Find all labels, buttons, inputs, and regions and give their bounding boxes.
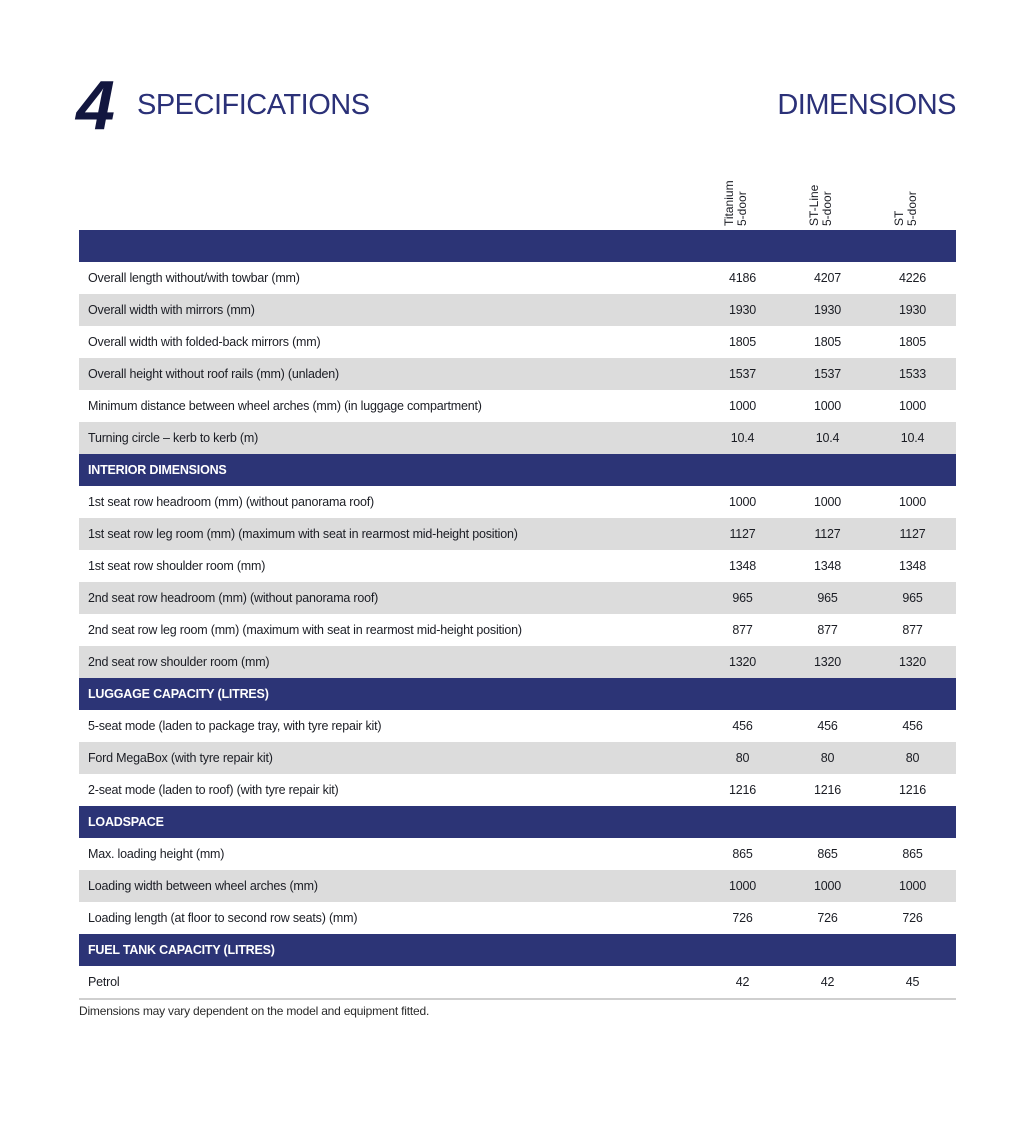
- row-label: Loading width between wheel arches (mm): [88, 879, 318, 893]
- row-values: [700, 975, 956, 989]
- row-values: [700, 399, 956, 413]
- row-values: [700, 911, 956, 925]
- table-row: [79, 390, 956, 422]
- cell-value: 965: [732, 591, 753, 605]
- cell-value: 4226: [898, 271, 926, 285]
- cell-value: 456: [902, 719, 923, 733]
- cell-value: 726: [732, 911, 753, 925]
- table-section-header: [79, 230, 956, 262]
- cell-value: 1930: [813, 303, 841, 317]
- table-section-header: [79, 934, 956, 966]
- row-label: Loading length (at floor to second row seats) (mm): [88, 911, 358, 925]
- dimensions-table: [79, 230, 956, 1000]
- cell-value: 10.4: [815, 431, 840, 445]
- row-label: Max. loading height (mm): [88, 847, 225, 861]
- table-row: [79, 262, 956, 294]
- table-row: [79, 870, 956, 902]
- cell-value: 42: [820, 975, 835, 989]
- row-label: Overall height without roof rails (mm) (unladen): [88, 367, 339, 381]
- cell-value: 1320: [898, 655, 926, 669]
- row-label: 5-seat mode (laden to package tray, with tyre repair kit): [88, 719, 382, 733]
- section-label: FUEL TANK CAPACITY (LITRES): [88, 943, 275, 957]
- cell-value: 1000: [728, 879, 756, 893]
- table-row: [79, 614, 956, 646]
- cell-value: 45: [905, 975, 920, 989]
- row-values: [700, 783, 956, 797]
- row-label: Turning circle – kerb to kerb (m): [88, 431, 259, 445]
- cell-value: 877: [902, 623, 923, 637]
- row-values: [700, 751, 956, 765]
- row-label: 2nd seat row headroom (mm) (without panorama roof): [88, 591, 379, 605]
- table-row: [79, 966, 956, 998]
- cell-value: 80: [905, 751, 920, 765]
- cell-value: 865: [902, 847, 923, 861]
- row-values: [700, 591, 956, 605]
- cell-value: 42: [735, 975, 750, 989]
- cell-value: 1537: [813, 367, 841, 381]
- row-label: Minimum distance between wheel arches (mm) (in luggage compartment): [88, 399, 482, 413]
- cell-value: 456: [817, 719, 838, 733]
- cell-value: 1000: [898, 495, 926, 509]
- cell-value: 1348: [898, 559, 926, 573]
- table-row: [79, 902, 956, 934]
- cell-value: 877: [817, 623, 838, 637]
- cell-value: 10.4: [730, 431, 755, 445]
- cell-value: 1348: [813, 559, 841, 573]
- table-row: [79, 646, 956, 678]
- cell-value: 1127: [899, 527, 926, 541]
- row-values: [700, 335, 956, 349]
- row-values: [700, 879, 956, 893]
- table-row: [79, 710, 956, 742]
- table-row: [79, 550, 956, 582]
- row-label: 1st seat row shoulder room (mm): [88, 559, 266, 573]
- cell-value: 1000: [898, 399, 926, 413]
- row-label: Overall width with mirrors (mm): [88, 303, 255, 317]
- cell-value: 4207: [813, 271, 841, 285]
- table-section-header: [79, 454, 956, 486]
- cell-value: 1000: [728, 495, 756, 509]
- row-values: [700, 303, 956, 317]
- row-label: Overall width with folded-back mirrors (mm): [88, 335, 321, 349]
- cell-value: 1000: [813, 399, 841, 413]
- page-number: 4: [76, 66, 113, 144]
- cell-value: 80: [820, 751, 835, 765]
- row-values: [700, 367, 956, 381]
- row-label: Overall length without/with towbar (mm): [88, 271, 300, 285]
- cell-value: 1000: [813, 495, 841, 509]
- column-header-st: ST 5-door: [892, 191, 919, 226]
- cell-value: 877: [732, 623, 753, 637]
- cell-value: 4186: [728, 271, 756, 285]
- table-row: [79, 358, 956, 390]
- row-values: [700, 495, 956, 509]
- cell-value: 1216: [813, 783, 841, 797]
- cell-value: 726: [817, 911, 838, 925]
- section-label: INTERIOR DIMENSIONS: [88, 463, 227, 477]
- cell-value: 1533: [898, 367, 926, 381]
- cell-value: 1320: [813, 655, 841, 669]
- row-label: 1st seat row headroom (mm) (without panorama roof): [88, 495, 374, 509]
- row-label: 2nd seat row shoulder room (mm): [88, 655, 270, 669]
- cell-value: 1000: [898, 879, 926, 893]
- section-label: LUGGAGE CAPACITY (LITRES): [88, 687, 269, 701]
- cell-value: 1216: [728, 783, 756, 797]
- cell-value: 1805: [898, 335, 926, 349]
- table-row: [79, 742, 956, 774]
- cell-value: 1348: [728, 559, 756, 573]
- cell-value: 1216: [898, 783, 926, 797]
- cell-value: 10.4: [900, 431, 925, 445]
- table-row: [79, 774, 956, 806]
- row-values: [700, 719, 956, 733]
- cell-value: 1805: [813, 335, 841, 349]
- table-section-header: [79, 678, 956, 710]
- table-row: [79, 582, 956, 614]
- row-label: 2-seat mode (laden to roof) (with tyre repair kit): [88, 783, 339, 797]
- table-bottom-rule: [79, 998, 956, 1000]
- column-header-titanium: Titanium 5-door: [722, 180, 749, 226]
- cell-value: 1127: [814, 527, 841, 541]
- table-row: [79, 326, 956, 358]
- cell-value: 456: [732, 719, 753, 733]
- table-row: [79, 518, 956, 550]
- cell-value: 865: [732, 847, 753, 861]
- section-label: LOADSPACE: [88, 815, 164, 829]
- column-header-st-line: ST-Line 5-door: [807, 184, 834, 226]
- row-values: [700, 431, 956, 445]
- row-values: [700, 271, 956, 285]
- cell-value: 1320: [728, 655, 756, 669]
- table-row: [79, 486, 956, 518]
- row-label: 2nd seat row leg room (mm) (maximum with seat in rearmost mid-height position): [88, 623, 522, 637]
- cell-value: 965: [817, 591, 838, 605]
- row-values: [700, 527, 956, 541]
- row-label: Petrol: [88, 975, 120, 989]
- cell-value: 1000: [728, 399, 756, 413]
- page-title: SPECIFICATIONS: [137, 89, 370, 121]
- row-values: [700, 655, 956, 669]
- table-row: [79, 294, 956, 326]
- cell-value: 1000: [813, 879, 841, 893]
- cell-value: 80: [735, 751, 750, 765]
- table-section-header: [79, 806, 956, 838]
- cell-value: 726: [902, 911, 923, 925]
- section-title: DIMENSIONS: [777, 89, 956, 121]
- row-label: 1st seat row leg room (mm) (maximum with seat in rearmost mid-height position): [88, 527, 518, 541]
- table-row: [79, 422, 956, 454]
- row-label: Ford MegaBox (with tyre repair kit): [88, 751, 273, 765]
- cell-value: 865: [817, 847, 838, 861]
- cell-value: 1930: [898, 303, 926, 317]
- cell-value: 1930: [728, 303, 756, 317]
- table-row: [79, 838, 956, 870]
- cell-value: 1127: [729, 527, 756, 541]
- row-values: [700, 847, 956, 861]
- cell-value: 965: [902, 591, 923, 605]
- row-values: [700, 623, 956, 637]
- cell-value: 1537: [728, 367, 756, 381]
- footnote: Dimensions may vary dependent on the model and equipment fitted.: [79, 1004, 430, 1018]
- row-values: [700, 559, 956, 573]
- cell-value: 1805: [728, 335, 756, 349]
